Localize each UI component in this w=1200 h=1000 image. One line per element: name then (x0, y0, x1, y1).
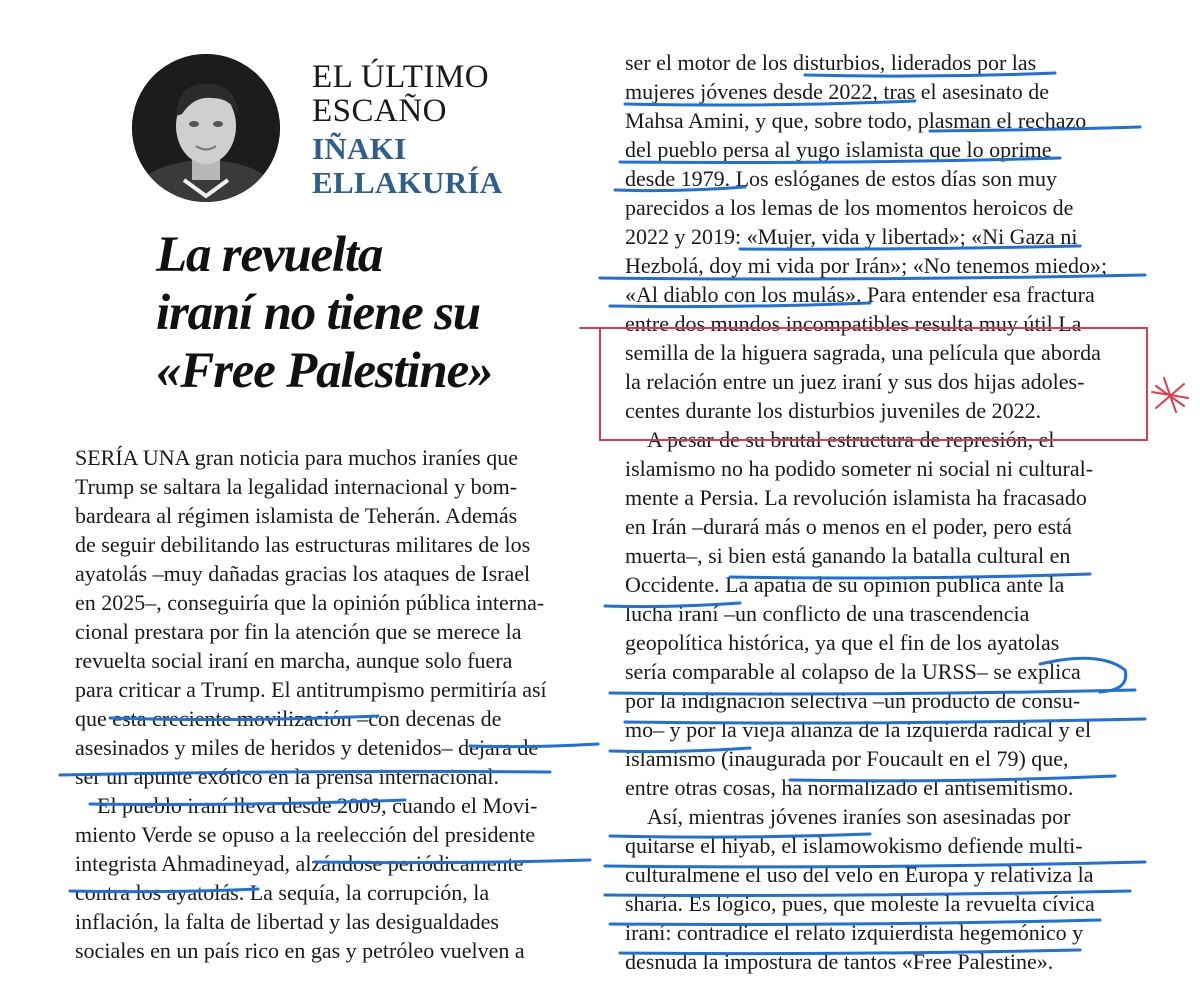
body-column-right (625, 48, 1145, 976)
text-line: contra los ayatolás. La sequía, la corrupción, la (75, 880, 490, 905)
text-line: 2022 y 2019: «Mujer, vida y libertad»; «Ni Gaza ni (625, 224, 1078, 249)
text-line: ayatolás –muy dañadas gracias los ataques de Israel (75, 561, 531, 586)
text-line: por la indignación selectiva –un producto de consu- (625, 688, 1081, 713)
text-line: Así, mientras jóvenes iraníes son asesinadas por (647, 804, 1071, 829)
text-line: mente a Persia. La revolución islamista ha fracasado (625, 485, 1087, 510)
text-line: islamismo (inaugurada por Foucault en el 79) que, (625, 746, 1069, 771)
author-photo (132, 54, 280, 202)
text-line: ser un apunte exótico en la prensa internacional. (75, 764, 499, 789)
text-line: ser el motor de los disturbios, liderados por las (625, 50, 1037, 75)
text-line: parecidos a los lemas de los momentos heroicos de (625, 195, 1074, 220)
text-line: inflación, la falta de libertad y las desigualdades (75, 909, 499, 934)
text-line: mujeres jóvenes desde 2022, tras el asesinato de (625, 79, 1049, 104)
body-column-left (75, 443, 575, 965)
text-line: entre dos mundos incompatibles resulta muy útil La (625, 311, 1082, 336)
section-line: EL ÚLTIMO (312, 59, 490, 95)
text-line: Occidente. La apatía de su opinión pública ante la (625, 572, 1065, 597)
text-line: miento Verde se opuso a la reelección del presidente (75, 822, 536, 847)
text-line: sociales en un país rico en gas y petróleo vuelven a (75, 938, 525, 963)
text-line: muerta–, si bien está ganando la batalla cultural en (625, 543, 1071, 568)
text-line: Trump se saltara la legalidad internacional y bom- (75, 474, 518, 499)
headline-line: iraní no tiene su (156, 285, 480, 341)
text-line: en 2025–, conseguiría que la opinión pública interna- (75, 590, 545, 615)
text-line: para criticar a Trump. El antitrumpismo permitiría así (75, 677, 547, 702)
text-line: sharía. Es lógico, pues, que moleste la revuelta cívica (625, 891, 1095, 916)
text-line: integrista Ahmadineyad, alzándose periódicamente (75, 851, 524, 876)
text-line: iraní: contradice el relato izquierdista hegemónico y (625, 920, 1084, 945)
text-line: bardeara al régimen islamista de Teherán. Además (75, 503, 518, 528)
text-line: A pesar de su brutal estructura de represión, el (647, 427, 1055, 452)
text-line: en Irán –durará más o menos en el poder, pero está (625, 514, 1072, 539)
section-line: ESCAÑO (312, 93, 448, 129)
text-line: cional prestara por fin la atención que se merece la (75, 619, 522, 644)
text-line: semilla de la higuera sagrada, una película que aborda (625, 340, 1101, 365)
text-line: la relación entre un juez iraní y sus dos hijas adoles- (625, 369, 1085, 394)
text-line: sería comparable al colapso de la URSS– se explica (625, 659, 1081, 684)
headline-line: La revuelta (156, 227, 383, 283)
text-line: islamismo no ha podido someter ni social ni cultural- (625, 456, 1094, 481)
text-line: El pueblo iraní lleva desde 2009, cuando el Movi- (97, 793, 538, 818)
red-asterisk-mark (1152, 378, 1188, 412)
text-line: entre otras cosas, ha normalizado el antisemitismo. (625, 775, 1074, 800)
text-line: SERÍA UNA gran noticia para muchos iraníes que (75, 445, 518, 470)
column-section-name (312, 60, 512, 128)
text-line: desnuda la impostura de tantos «Free Palestine». (625, 949, 1054, 974)
text-line: Mahsa Amini, y que, sobre todo, plasman el rechazo (625, 108, 1087, 133)
text-line: culturalmene el uso del velo en Europa y relativiza la (625, 862, 1094, 887)
text-line: mo– y por la vieja alianza de la izquierda radical y el (625, 717, 1092, 742)
text-line: de seguir debilitando las estructuras militares de los (75, 532, 531, 557)
text-line: desde 1979. Los eslóganes de estos días son muy (625, 166, 1057, 191)
author-line: IÑAKI (312, 131, 407, 166)
text-line: «Al diablo con los mulás». Para entender esa fractura (625, 282, 1095, 307)
headline-line: «Free Palestine» (156, 343, 493, 399)
text-line: que esta creciente movilización –con decenas de (75, 706, 502, 731)
text-line: Hezbolá, doy mi vida por Irán»; «No tenemos miedo»; (625, 253, 1108, 278)
author-line: ELLAKURÍA (312, 165, 503, 200)
text-line: lucha iraní –un conflicto de una trascendencia (625, 601, 1030, 626)
text-line: asesinados y miles de heridos y detenidos– dejara de (75, 735, 539, 760)
article-headline (156, 226, 556, 400)
text-line: geopolítica histórica, ya que el fin de los ayatolas (625, 630, 1060, 655)
author-name (312, 132, 552, 200)
text-line: centes durante los disturbios juveniles de 2022. (625, 398, 1042, 423)
text-line: revuelta social iraní en marcha, aunque solo fuera (75, 648, 513, 673)
text-line: quitarse el hiyab, el islamowokismo defiende multi- (625, 833, 1083, 858)
text-line: del pueblo persa al yugo islamista que lo oprime (625, 137, 1052, 162)
